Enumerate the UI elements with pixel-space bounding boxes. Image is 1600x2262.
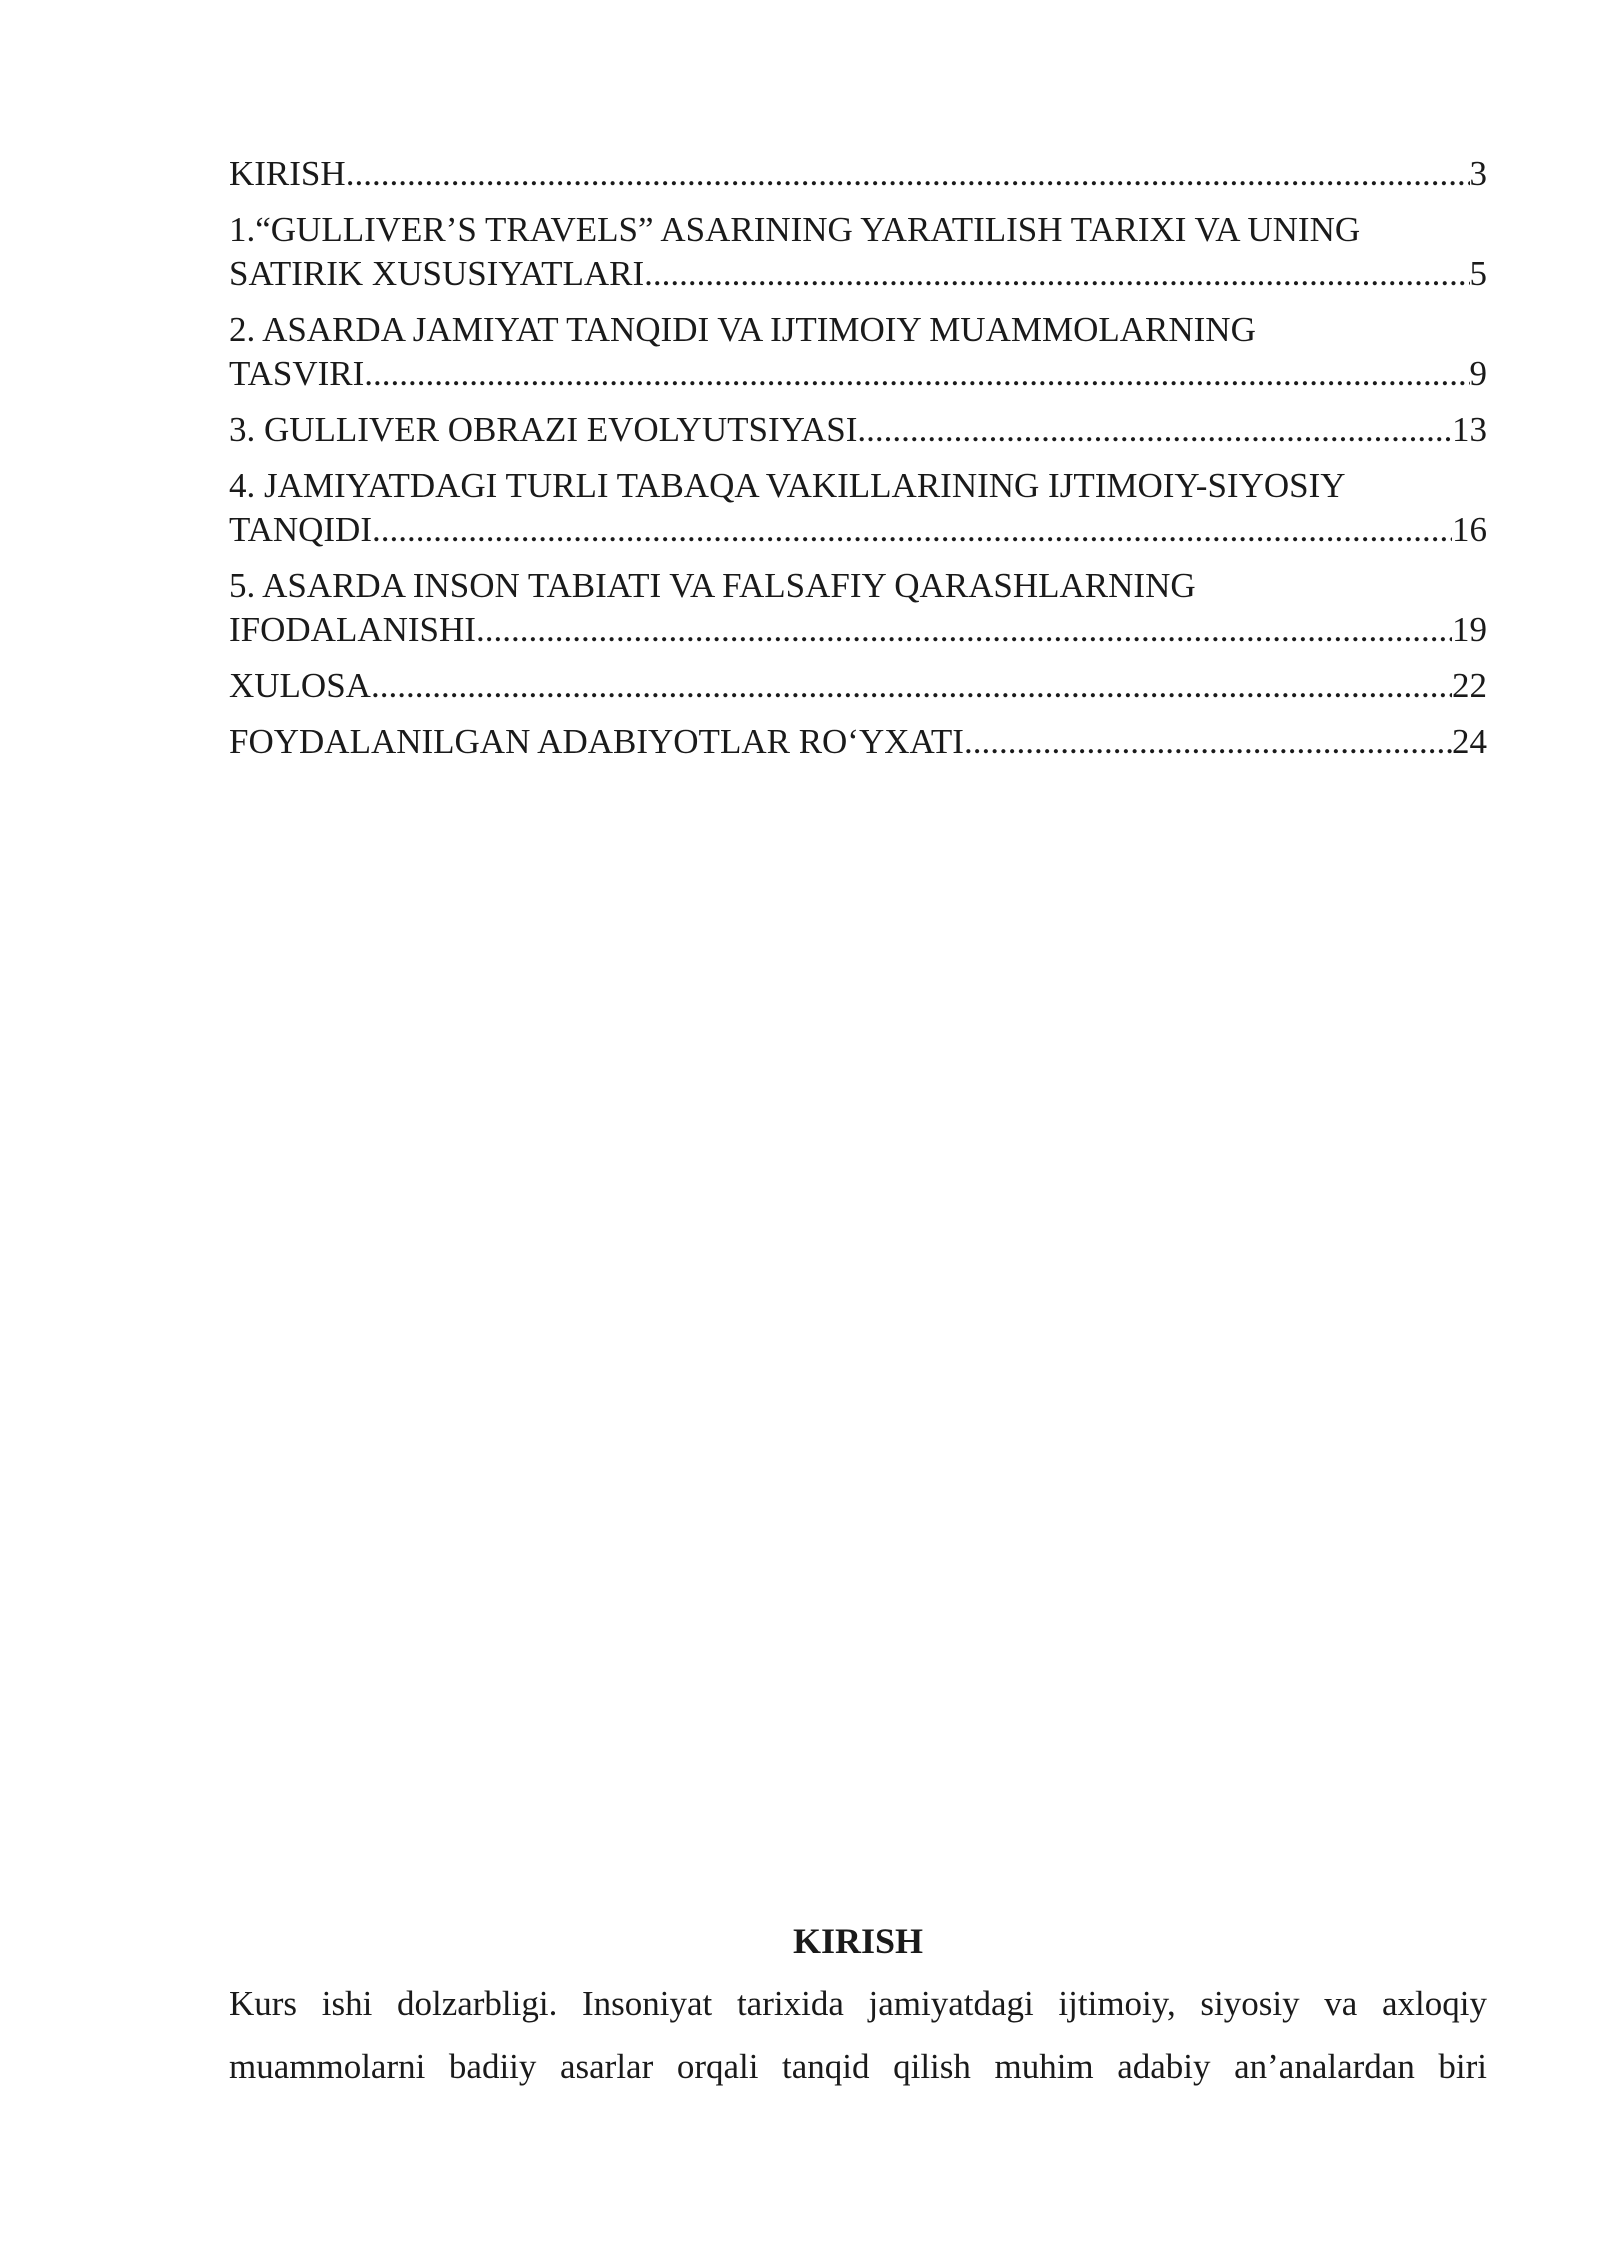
toc-entry-title: TANQIDI bbox=[229, 510, 372, 549]
toc-leader-dots bbox=[964, 720, 1452, 764]
toc-leader-dots bbox=[857, 408, 1452, 452]
toc-line bbox=[229, 152, 1487, 196]
toc-entry-references[interactable] bbox=[229, 720, 1487, 764]
toc-line bbox=[229, 252, 1487, 296]
toc-entry-title: SATIRIK XUSUSIYATLARI bbox=[229, 254, 645, 293]
toc-leader-dots bbox=[476, 608, 1452, 652]
toc-entry-chapter-5[interactable] bbox=[229, 564, 1487, 652]
toc-page-number: 22 bbox=[1452, 666, 1487, 705]
toc-entry-kirish[interactable] bbox=[229, 152, 1487, 196]
toc-entry-chapter-1[interactable] bbox=[229, 208, 1487, 296]
toc-entry-title-line: 1.“GULLIVER’S TRAVELS” ASARINING YARATILISH TARIXI VA UNING bbox=[229, 210, 1361, 249]
toc-line bbox=[229, 608, 1487, 652]
toc-entry-title: IFODALANISHI bbox=[229, 610, 476, 649]
toc-line bbox=[229, 664, 1487, 708]
toc-leader-dots bbox=[372, 508, 1452, 552]
toc-entry-xulosa[interactable] bbox=[229, 664, 1487, 708]
toc-entry-chapter-2[interactable] bbox=[229, 308, 1487, 396]
toc-entry-title-line: 5. ASARDA INSON TABIATI VA FALSAFIY QARASHLARNING bbox=[229, 566, 1196, 605]
toc-line bbox=[229, 508, 1487, 552]
table-of-contents bbox=[229, 152, 1487, 776]
toc-page-number: 5 bbox=[1469, 254, 1487, 293]
toc-entry-chapter-4[interactable] bbox=[229, 464, 1487, 552]
body-paragraph: Kurs ishi dolzarbligi. Insoniyat tarixida jamiyatdagi ijtimoiy, siyosiy va axloqiy muammolarni badiiy asarlar orqali tanqid qilish muhim adabiy an’analardan biri bbox=[229, 1984, 1487, 2086]
toc-leader-dots bbox=[346, 152, 1470, 196]
toc-page-number: 13 bbox=[1452, 410, 1487, 449]
toc-entry-title-line: 4. JAMIYATDAGI TURLI TABAQA VAKILLARINING IJTIMOIY-SIYOSIY bbox=[229, 466, 1346, 505]
toc-entry-title: FOYDALANILGAN ADABIYOTLAR RO‘YXATI bbox=[229, 722, 964, 761]
toc-entry-title: KIRISH bbox=[229, 154, 346, 193]
toc-entry-chapter-3[interactable] bbox=[229, 408, 1487, 452]
toc-page-number: 9 bbox=[1469, 354, 1487, 393]
toc-leader-dots bbox=[644, 252, 1469, 296]
toc-line bbox=[229, 720, 1487, 764]
toc-entry-title-line: 2. ASARDA JAMIYAT TANQIDI VA IJTIMOIY MUAMMOLARNING bbox=[229, 310, 1256, 349]
toc-line bbox=[229, 352, 1487, 396]
toc-leader-dots bbox=[364, 352, 1469, 396]
toc-leader-dots bbox=[371, 664, 1452, 708]
toc-line bbox=[229, 408, 1487, 452]
section-heading: KIRISH bbox=[792, 1921, 924, 1961]
toc-page-number: 24 bbox=[1452, 722, 1487, 761]
toc-entry-title: TASVIRI bbox=[229, 354, 365, 393]
toc-page-number: 19 bbox=[1452, 610, 1487, 649]
toc-page-number: 16 bbox=[1452, 510, 1487, 549]
toc-page-number: 3 bbox=[1469, 154, 1487, 193]
toc-entry-title: XULOSA bbox=[229, 666, 371, 705]
toc-entry-title: 3. GULLIVER OBRAZI EVOLYUTSIYASI bbox=[229, 410, 858, 449]
